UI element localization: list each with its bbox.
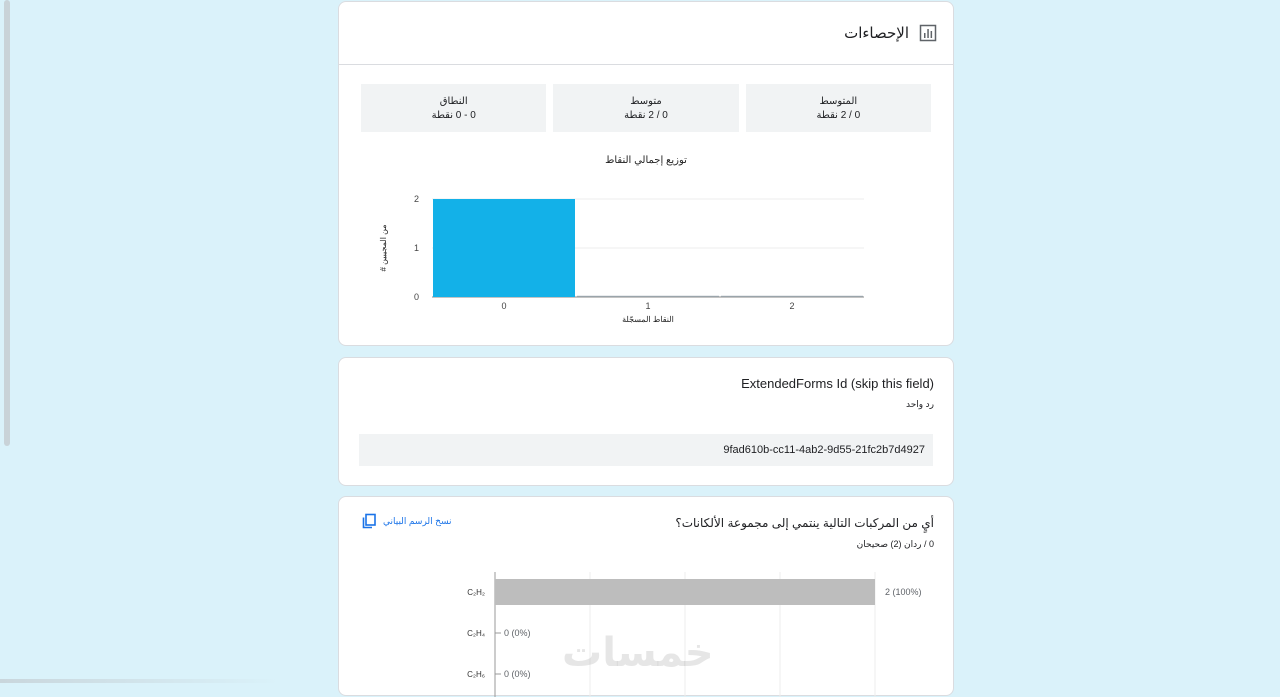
question-title: أيٍ من المركبات التالية ينتمي إلى مجموعة الألكانات؟ xyxy=(675,516,934,530)
horizontal-scroll-shadow xyxy=(0,679,280,683)
stats-card xyxy=(338,1,954,346)
bar-value-label: 0 (0%) xyxy=(504,628,531,638)
question-score: 0 / ردان (2) صحيحان xyxy=(856,539,934,549)
summary-box-median xyxy=(553,84,738,132)
summary-label: النطاق xyxy=(439,96,468,107)
category-label: C₂H₄ xyxy=(467,629,485,638)
score-distribution-chart xyxy=(339,142,953,337)
question-card-extendedforms-id xyxy=(338,357,954,486)
y-tick-label: 0 xyxy=(413,292,419,302)
response-value: 9fad610b-cc11-4ab2-9d55-21fc2b7d4927 xyxy=(359,434,933,466)
x-tick-label: 2 xyxy=(789,301,795,311)
category-label: C₂H₂ xyxy=(467,588,485,597)
copy-chart-label: نسخ الرسم البياني xyxy=(383,515,452,526)
chart-title: توزيع إجمالي النقاط xyxy=(605,155,687,166)
bar-value-label: 2 (100%) xyxy=(885,587,922,597)
answer-distribution-chart xyxy=(339,497,953,697)
bar xyxy=(577,296,719,297)
question-card-alkanes xyxy=(338,496,954,696)
page-scrollbar[interactable] xyxy=(4,0,10,446)
bar-value-label: 0 (0%) xyxy=(504,669,531,679)
bar-chart-icon xyxy=(919,24,937,42)
bar xyxy=(495,579,875,605)
y-tick-label: 2 xyxy=(413,194,419,204)
x-tick-label: 0 xyxy=(501,301,507,311)
x-axis-label: النقاط المسجّلة xyxy=(622,315,674,324)
summary-box-range xyxy=(361,84,546,132)
summary-value: 0 / 2 نقطة xyxy=(624,110,668,121)
y-tick-label: 1 xyxy=(413,243,419,253)
x-tick-label: 1 xyxy=(645,301,651,311)
summary-label: المتوسط xyxy=(819,96,858,107)
question-title: ExtendedForms Id (skip this field) xyxy=(741,376,934,391)
stats-header xyxy=(339,2,953,65)
summary-label: متوسط xyxy=(630,96,662,107)
summary-value: 0 / 2 نقطة xyxy=(816,110,861,121)
watermark: خمسات xyxy=(562,631,714,675)
bar xyxy=(721,296,863,297)
y-axis-label: # من المجيبين xyxy=(379,224,388,272)
response-count: رد واحد xyxy=(906,399,934,409)
bar xyxy=(433,199,575,297)
summary-row xyxy=(361,84,931,132)
summary-value: 0 - 0 نقطة xyxy=(431,110,476,121)
category-label: C₂H₆ xyxy=(467,670,485,679)
summary-box-mean xyxy=(746,84,931,132)
stats-title: الإحصاءات xyxy=(844,25,909,42)
